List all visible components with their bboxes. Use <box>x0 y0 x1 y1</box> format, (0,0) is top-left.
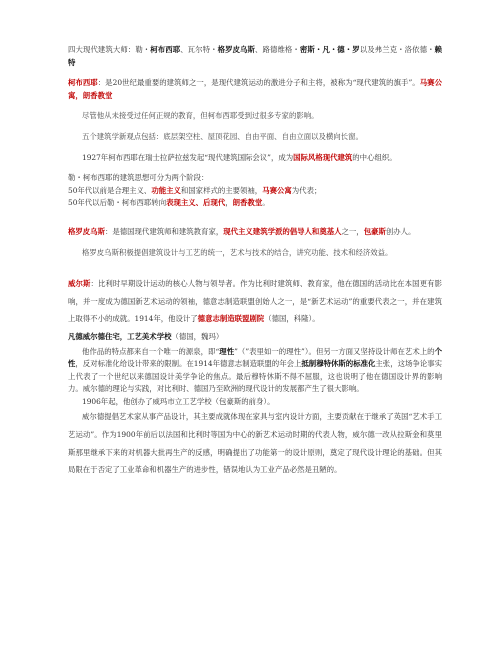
wells-heading: 威尔斯 <box>68 279 91 289</box>
corbusier-phases-intro: 勒・柯布西耶的建筑思想可分为两个阶段： <box>68 173 209 183</box>
gropius-paragraph <box>68 226 442 239</box>
bold-span: 理性 <box>219 346 235 356</box>
text-span: 。 <box>262 198 270 208</box>
corbusier-desc: ：是20世纪最重要的建筑师之一，是现代建筑运动的激进分子和主将，被称为“现代建筑的旗手”。 <box>97 78 420 88</box>
text-span: ， <box>225 198 233 208</box>
wells-works-heading <box>68 328 442 346</box>
highlight-span: 表现主义、后现代 <box>166 198 226 208</box>
text-span: （德国，魏玛） <box>171 331 224 341</box>
highlight-span: 包豪斯 <box>363 226 386 236</box>
text-span: 之一， <box>341 226 364 236</box>
highlight-span: 朗香教堂 <box>232 198 263 208</box>
name-gropius: 格罗皮乌斯 <box>217 45 256 54</box>
text-span: 1927年柯布西耶在瑞士拉萨拉兹发起“现代建筑国际会议”，成为 <box>82 152 294 162</box>
text-span: 的中心组织。 <box>352 152 397 162</box>
gropius-ideas: 格罗皮乌斯积极提倡建筑设计与工艺的统一，艺术与技术的结合，讲究功能、技术和经济效益。 <box>82 247 393 257</box>
text-span: 创办人。 <box>385 226 416 236</box>
wells-rationality <box>68 346 442 396</box>
highlight-span: 国际风格现代建筑 <box>293 152 353 162</box>
highlight-span: 现代主义建筑学派的倡导人和奠基人 <box>223 226 342 236</box>
corbusier-five-points: 五个建筑学新观点包括：底层架空柱、屋顶花园、自由平面、自由立面以及横向长窗。 <box>82 131 363 141</box>
corbusier-paragraph <box>68 77 442 102</box>
wells-school: 1906年起，他创办了威玛市立工艺学校（包豪斯的前身）。 <box>82 396 275 406</box>
text-span: 主张，这场争论事实上代表了一个世纪以来德国设计美学争论的焦点。最后穆特休斯不得不屈服，这也说明了他在德国设计界的影响力。威尔德的理论与实践，对比利时、德国乃至欧洲的现代设计的发展都产生了很大影响。 <box>68 359 442 394</box>
text-span: 他作品的特点都来自一个唯一的源泉，即“ <box>82 346 220 356</box>
bold-span: 抵制穆特休斯的标准化 <box>301 359 376 369</box>
gropius-heading: 格罗皮乌斯 <box>68 226 105 236</box>
text-span: ”（”表里如一的理性”）。但另一方面又坚持设计师在艺术上的 <box>234 346 435 356</box>
corbusier-education: 尽管他从未接受过任何正规的教育，但柯布西耶受到过很多专家的影响。 <box>82 111 319 121</box>
name-mies: 密斯・凡・德・罗 <box>299 45 360 54</box>
text-span: 50年代以后勒・柯布西耶转向 <box>68 198 167 208</box>
corbusier-phase-1 <box>68 185 442 198</box>
document-page <box>68 44 442 479</box>
corbusier-heading: 柯布西耶 <box>68 78 98 88</box>
corbusier-ciam <box>68 152 442 165</box>
highlight-span: 德意志制造联盟剧院 <box>197 314 265 324</box>
text-span: 为代表； <box>291 185 322 195</box>
name-corbusier: 柯布西耶 <box>150 45 181 54</box>
text-span: （德国，科隆）。 <box>264 314 320 324</box>
wells-contribution: 威尔德提倡艺术家从事产品设计，其主要成就体现在家具与室内设计方面，主要贡献在于继承了英国“艺术手工艺运动”。作为1900年前后以法国和比利时等国为中心的新艺术运动时期的代表人物，威尔德一改从拉斯金和莫里斯那里继承下来的对机器大批再生产的反感，明确提出了功能第一的设计原则，奠定了现代设计理论的基础。但其局限在于否定了工业革命和机器生产的进步性，错误地认为工业产品必然是丑陋的。 <box>68 412 442 475</box>
intro-text: 、路德维格・ <box>255 45 300 54</box>
highlight-span: 马赛公寓 <box>262 185 292 195</box>
intro-paragraph <box>68 44 442 69</box>
bold-span: 凡德威尔德住宅，工艺美术学校 <box>68 331 172 341</box>
text-span: ：比利时早期设计运动的核心人物与领导者。作为比利时建筑师、教育家，他在德国的活动比在本国更有影响，并一度成为德国新艺术运动的领袖，德意志制造联盟创始人之一，是“新艺术运动”的重要代表之一，并在建筑上取得不小的成就。1914年，他设计了 <box>68 279 442 324</box>
text-span: 和国家样式的主要领袖， <box>180 185 263 195</box>
text-span: ，反对标准化给设计带来的限制。在1914年德意志制造联盟的年会上 <box>75 359 302 369</box>
wells-paragraph <box>68 275 442 328</box>
bold-span: 个性 <box>68 346 442 369</box>
highlight-span: 功能主义 <box>151 185 181 195</box>
intro-text: 四大现代建筑大师：勒・ <box>68 45 151 54</box>
text-span: ：是德国现代建筑师和建筑教育家， <box>104 226 224 236</box>
corbusier-works: 马赛公寓，朗香教堂 <box>68 78 442 100</box>
name-wright: 赖特 <box>68 45 442 67</box>
text-span: 50年代以前是合理主义、 <box>68 185 152 195</box>
corbusier-phase-2 <box>68 197 442 210</box>
intro-text: 、瓦尔特・ <box>180 45 218 54</box>
intro-text: 以及弗兰克・洛依德・ <box>359 45 435 54</box>
